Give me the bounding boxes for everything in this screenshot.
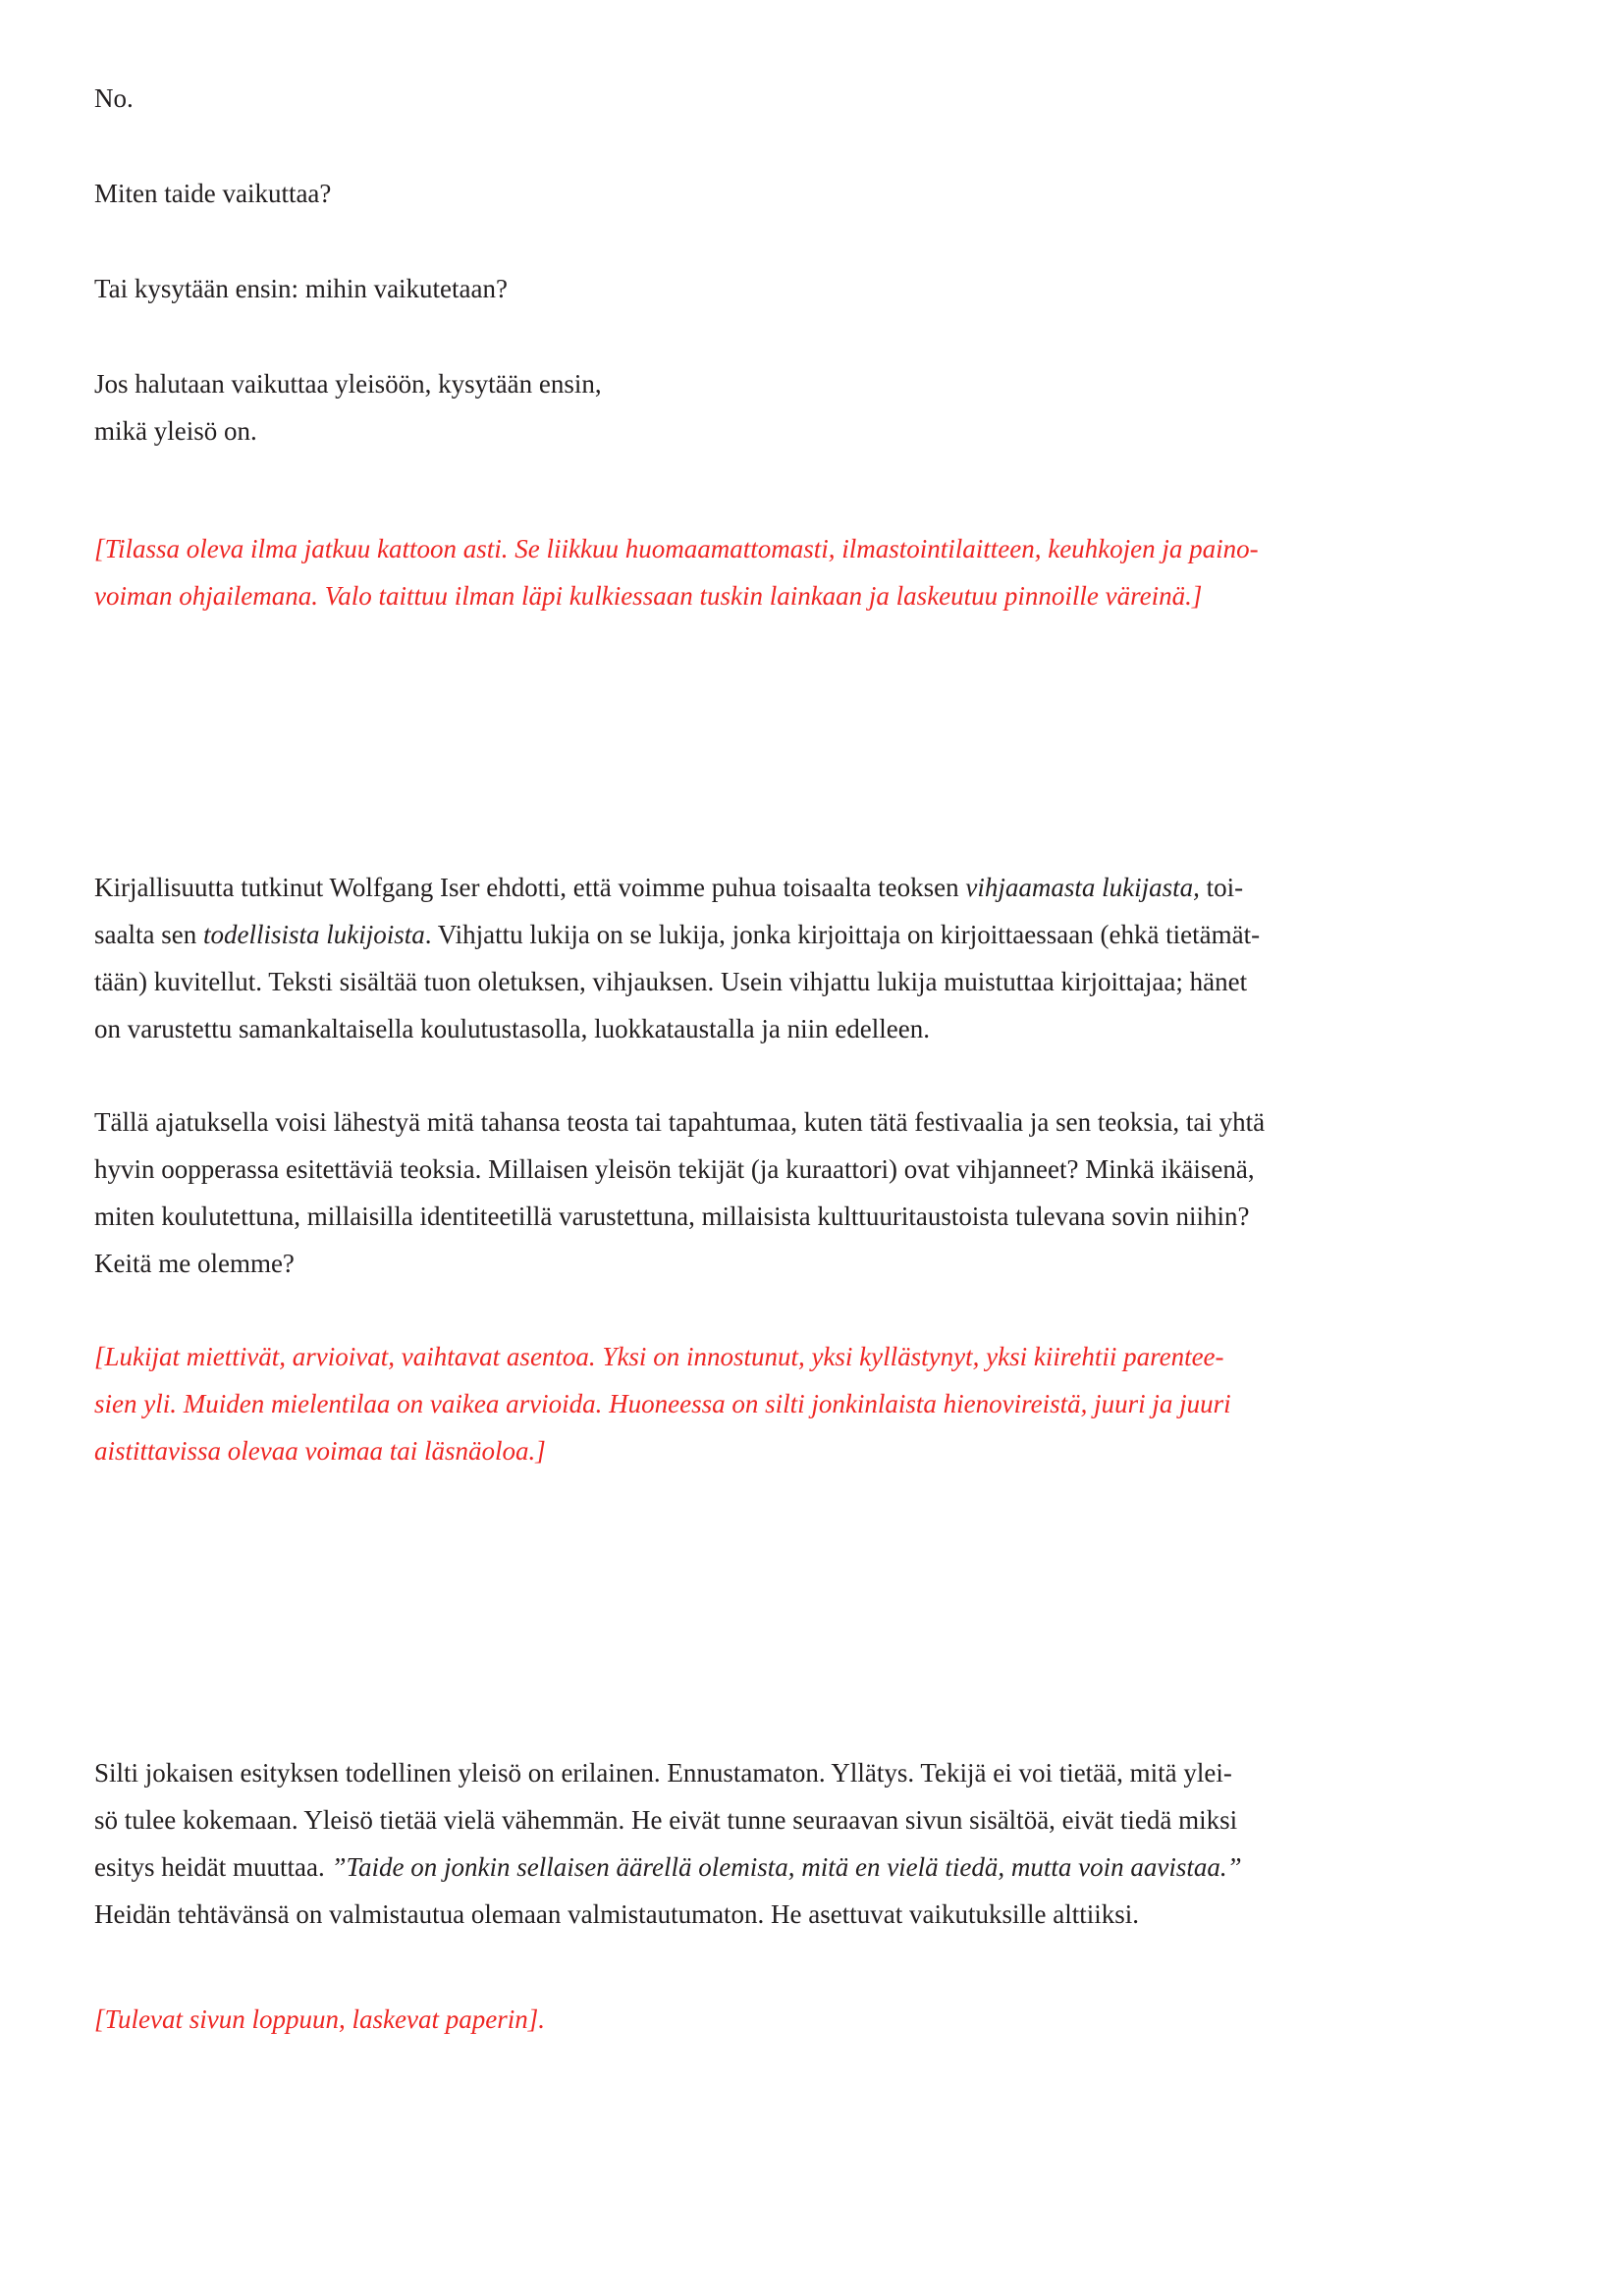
stage-direction-lower-paper: [Tulevat sivun loppuun, laskevat paperin]. bbox=[94, 2004, 545, 2034]
paragraph-what-is-audience: Jos halutaan vaikuttaa yleisöön, kysytään ensin, mikä yleisö on. bbox=[94, 369, 602, 446]
paragraph-question-how-art-affects: Miten taide vaikuttaa? bbox=[94, 179, 332, 208]
stage-direction-air-in-space: [Tilassa oleva ilma jatkuu kattoon asti. Se liikkuu huomaamattomasti, ilmastointilaitteen, keuhkojen ja paino- voiman ohjailemana. Valo taittuu ilman läpi kulkiessaan tuskin lainkaan ja laskeutuu pinnoille väreinä.] bbox=[94, 534, 1259, 611]
paragraph-real-audience: Silti jokaisen esityksen todellinen yleisö on erilainen. Ennustamaton. Yllätys. Tekijä ei voi tietää, mitä ylei- sö tulee kokemaan. Yleisö tietää vielä vähemmän. He eivät tunne seuraavan sivun sisältöä, eivät tiedä miksi esitys heidät muuttaa. ”Taide on jonkin sellaisen äärellä olemista, mitä en vielä tiedä, mutta voin aavistaa.” Heidän tehtävänsä on valmistautua olemaan valmistautumaton. He asettuvat vaikutuksille alttiiksi. bbox=[94, 1758, 1242, 1929]
paragraph-implied-audience: Tällä ajatuksella voisi lähestyä mitä tahansa teosta tai tapahtumaa, kuten tätä festivaalia ja sen teoksia, tai yhtä hyvin oopperassa esitettäviä teoksia. Millaisen yleisön tekijät (ja kuraattori) ovat vihjanneet? Minkä ikäisenä, miten koulutettuna, millaisilla identiteetillä varustettuna, millaisista kulttuuritaustoista tulevana sovin niihin? Keitä me olemme? bbox=[94, 1107, 1266, 1278]
paragraph-wolfgang-iser: Kirjallisuutta tutkinut Wolfgang Iser ehdotti, että voimme puhua toisaalta teoksen vihjaamasta lukijasta, toi- saalta sen todellisista lukijoista. Vihjattu lukija on se lukija, jonka kirjoittaja on kirjoittaessaan (ehkä tietämät- tään) kuvitellut. Teksti sisältää tuon oletuksen, vihjauksen. Usein vihjattu lukija muistuttaa kirjoittajaa; hänet on varustettu samankaltaisella koulutustasolla, luokkataustalla ja niin edelleen. bbox=[94, 873, 1261, 1043]
paragraph-no: No. bbox=[94, 83, 134, 113]
stage-direction-readers-thinking: [Lukijat miettivät, arvioivat, vaihtavat asentoa. Yksi on innostunut, yksi kyllästynyt, yksi kiirehtii parentee- sien yli. Muiden mielentilaa on vaikea arvioida. Huoneessa on silti jonkinlaista hienovireistä, juuri ja juuri aistittavissa olevaa voimaa tai läsnäoloa.] bbox=[94, 1342, 1231, 1466]
paragraph-question-what-is-affected: Tai kysytään ensin: mihin vaikutetaan? bbox=[94, 274, 508, 303]
